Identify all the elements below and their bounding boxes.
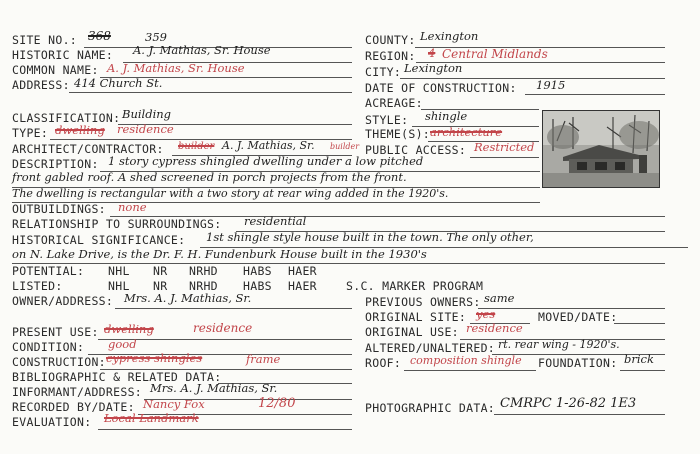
themes-struck: architecture (430, 125, 503, 139)
label-outbuildings: OUTBUILDINGS: (12, 202, 106, 216)
rule-moved-date (614, 323, 665, 324)
rule-foundation (620, 370, 665, 371)
label-construction: CONSTRUCTION: (12, 355, 106, 369)
potential-nrhd: NRHD (189, 264, 218, 278)
description-line-2: front gabled roof. A shed screened in porch projects from the front. (12, 170, 407, 184)
listed-nr: NR (153, 279, 168, 293)
label-classification: CLASSIFICATION: (12, 111, 121, 125)
altered-value: rt. rear wing - 1920's. (498, 338, 620, 351)
significance-line-2: on N. Lake Drive, is the Dr. F. H. Fundenburk House built in the 1930's (12, 247, 427, 261)
relationship-value: residential (244, 214, 307, 228)
date-of-construction-value: 1915 (536, 78, 566, 92)
historic-name-value: A. J. Mathias, Sr. House (133, 43, 271, 57)
public-access-value: Restricted (474, 140, 535, 154)
label-altered: ALTERED/UNALTERED: (365, 341, 496, 355)
label-moved-date: MOVED/DATE: (538, 310, 618, 324)
architect-value: A. J. Mathias, Sr. (222, 139, 315, 152)
label-bibliographic: BIBLIOGRAPHIC & RELATED DATA: (12, 370, 222, 384)
present-use-value: residence (193, 321, 253, 335)
city-value: Lexington (404, 61, 463, 75)
rule-public-access (470, 157, 539, 158)
label-historical-significance: HISTORICAL SIGNIFICANCE: (12, 233, 186, 247)
potential-nr: NR (153, 264, 168, 278)
architect-note: builder (330, 142, 360, 151)
label-public-access: PUBLIC ACCESS: (365, 143, 467, 157)
label-date-of-construction: DATE OF CONSTRUCTION: (365, 81, 517, 95)
label-condition: CONDITION: (12, 340, 85, 354)
type-struck: dwelling (55, 123, 105, 137)
condition-value: good (108, 337, 137, 351)
site-no-struck: 368 (88, 29, 111, 43)
label-previous-owners: PREVIOUS OWNERS: (365, 295, 481, 309)
label-description: DESCRIPTION: (12, 157, 99, 171)
original-site-value: yes (476, 307, 496, 321)
style-value: shingle (425, 109, 468, 123)
significance-line-1: 1st shingle style house built in the town. The only other, (206, 230, 534, 244)
site-no-value: 359 (145, 30, 167, 44)
label-original-use: ORIGINAL USE: (365, 325, 459, 339)
label-listed: LISTED: (12, 279, 63, 293)
label-relationship: RELATIONSHIP TO SURROUNDINGS: (12, 217, 222, 231)
label-photographic-data: PHOTOGRAPHIC DATA: (365, 401, 496, 415)
rule-owner-address (115, 308, 352, 309)
label-city: CITY: (365, 65, 402, 79)
label-evaluation: EVALUATION: (12, 415, 92, 429)
house-photo-image (543, 111, 659, 187)
description-line-1: 1 story cypress shingled dwelling under a low pitched (108, 154, 424, 168)
label-type: TYPE: (12, 126, 49, 140)
label-acreage: ACREAGE: (365, 96, 423, 110)
previous-owners-value: same (484, 291, 515, 305)
outbuildings-value: none (118, 200, 147, 214)
label-address: ADDRESS: (12, 78, 70, 92)
label-themes: THEME(S): (365, 127, 431, 141)
description-line-3: The dwelling is rectangular with a two story at rear wing added in the 1920's. (12, 187, 449, 200)
original-use-value: residence (466, 321, 523, 335)
listed-nrhd: NRHD (189, 279, 218, 293)
informant-value: Mrs. A. J. Mathias, Sr. (150, 381, 278, 395)
address-value: 414 Church St. (74, 76, 163, 90)
region-value: Central Midlands (442, 47, 548, 61)
label-region: REGION: (365, 49, 416, 63)
label-present-use: PRESENT USE: (12, 325, 99, 339)
recorded-by-value: Nancy Fox (143, 397, 205, 411)
foundation-value: brick (624, 352, 654, 366)
rule-previous-owners (478, 308, 665, 309)
potential-habs: HABS (243, 264, 272, 278)
label-potential: POTENTIAL: (12, 264, 85, 278)
label-site-no: SITE NO.: (12, 33, 78, 47)
evaluation-struck: Local Landmark (104, 411, 199, 425)
construction-struck: cypress shingles (106, 351, 203, 365)
construction-value: frame (246, 352, 281, 366)
label-original-site: ORIGINAL SITE: (365, 310, 467, 324)
rule-evaluation (98, 429, 352, 430)
rule-photographic-data (494, 414, 665, 415)
region-struck: 4 (428, 46, 436, 60)
potential-nhl: NHL (108, 264, 130, 278)
listed-habs: HABS (243, 279, 272, 293)
label-informant: INFORMANT/ADDRESS: (12, 385, 143, 399)
sc-marker-program: S.C. MARKER PROGRAM (346, 279, 484, 293)
label-historic-name: HISTORIC NAME: (12, 48, 114, 62)
label-style: STYLE: (365, 113, 409, 127)
rule-city (400, 78, 665, 79)
label-county: COUNTY: (365, 33, 416, 47)
classification-value: Building (122, 107, 172, 121)
rule-address (69, 92, 352, 93)
label-recorded-by: RECORDED BY/DATE: (12, 400, 135, 414)
potential-haer: HAER (288, 264, 317, 278)
rule-roof (404, 370, 536, 371)
architect-struck: builder (178, 141, 215, 152)
roof-value: composition shingle (410, 354, 522, 367)
photographic-data-value: CMRPC 1-26-82 1E3 (500, 396, 637, 411)
label-owner-address: OWNER/ADDRESS: (12, 294, 114, 308)
label-common-name: COMMON NAME: (12, 63, 99, 77)
present-use-struck: dwelling (104, 322, 154, 336)
common-name-value: A. J. Mathias, Sr. House (107, 61, 245, 75)
rule-date-of-construction (525, 94, 665, 95)
listed-nhl: NHL (108, 279, 130, 293)
type-value: residence (117, 122, 174, 136)
owner-address-value: Mrs. A. J. Mathias, Sr. (124, 291, 252, 305)
house-photograph (542, 110, 660, 188)
recorded-date-value: 12/80 (258, 396, 296, 411)
label-foundation: FOUNDATION: (538, 356, 618, 370)
listed-haer: HAER (288, 279, 317, 293)
label-roof: ROOF: (365, 356, 402, 370)
label-architect: ARCHITECT/CONTRACTOR: (12, 142, 164, 156)
county-value: Lexington (420, 29, 479, 43)
